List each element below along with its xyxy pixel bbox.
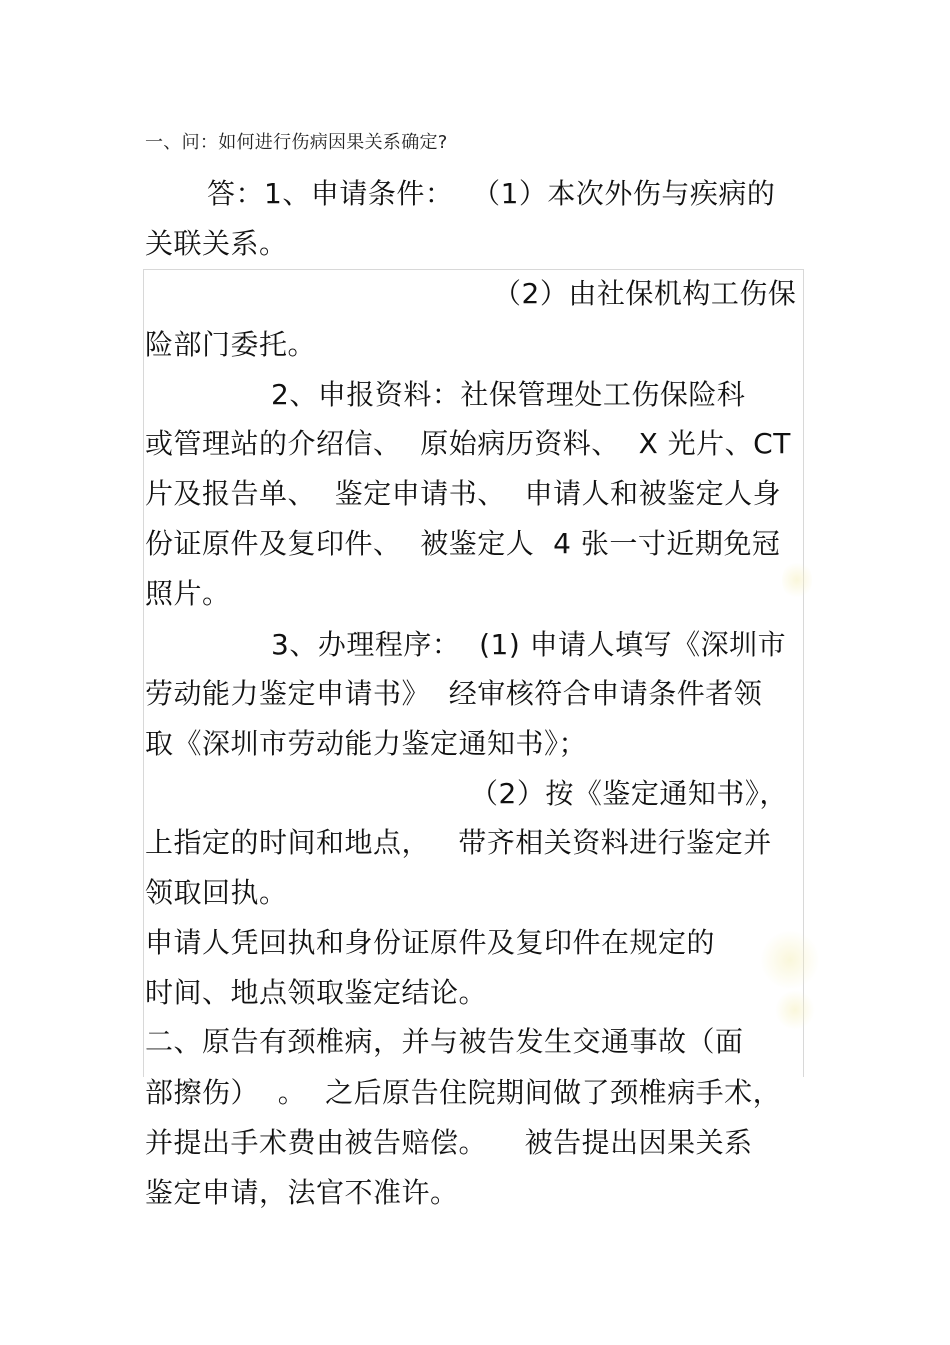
case-line: 鉴定申请，法官不准许。: [145, 1176, 459, 1209]
paper-smudge: [760, 930, 820, 990]
procedure-line: 劳动能力鉴定申请书》 经审核符合申请条件者领: [145, 677, 763, 710]
procedure-line: 上指定的时间和地点， 带齐相关资料进行鉴定并: [145, 826, 772, 859]
procedure-line: 取《深圳市劳动能力鉴定通知书》；: [145, 727, 588, 760]
procedure-line: 申请人凭回执和身份证原件及复印件在规定的: [145, 926, 716, 959]
table-border-top: [143, 269, 804, 270]
procedure-line: 3、办理程序： (1) 申请人填写《深圳市: [271, 628, 787, 661]
answer-line: 关联关系。: [145, 227, 288, 260]
procedure-line: 领取回执。: [145, 876, 288, 909]
answer-line: 险部门委托。: [145, 328, 317, 361]
paper-smudge: [782, 560, 812, 600]
materials-line: 份证原件及复印件、 被鉴定人 4 张一寸近期免冠: [145, 527, 781, 560]
materials-line: 照片。: [145, 577, 231, 610]
answer-line: （2）由社保机构工伤保: [493, 277, 797, 310]
materials-line: 片及报告单、 鉴定申请书、 申请人和被鉴定人身: [145, 477, 782, 510]
paper-smudge: [775, 990, 815, 1030]
materials-line: 或管理站的介绍信、 原始病历资料、 X 光片、CT: [145, 427, 791, 460]
materials-line: 2、申报资料：社保管理处工伤保险科: [271, 378, 746, 411]
procedure-line: （2）按《鉴定通知书》，: [470, 777, 788, 810]
table-border-left: [143, 269, 144, 1077]
question-heading: 一、问：如何进行伤病因果关系确定?: [145, 132, 448, 153]
answer-line: 答：1、申请条件： （1）本次外伤与疾病的: [207, 177, 776, 210]
case-line: 部擦伤） 。 之后原告住院期间做了颈椎病手术，: [145, 1076, 782, 1109]
case-line: 二、原告有颈椎病，并与被告发生交通事故（面: [145, 1025, 744, 1058]
case-line: 并提出手术费由被告赔偿。 被告提出因果关系: [145, 1126, 753, 1159]
procedure-line: 时间、地点领取鉴定结论。: [145, 976, 488, 1009]
